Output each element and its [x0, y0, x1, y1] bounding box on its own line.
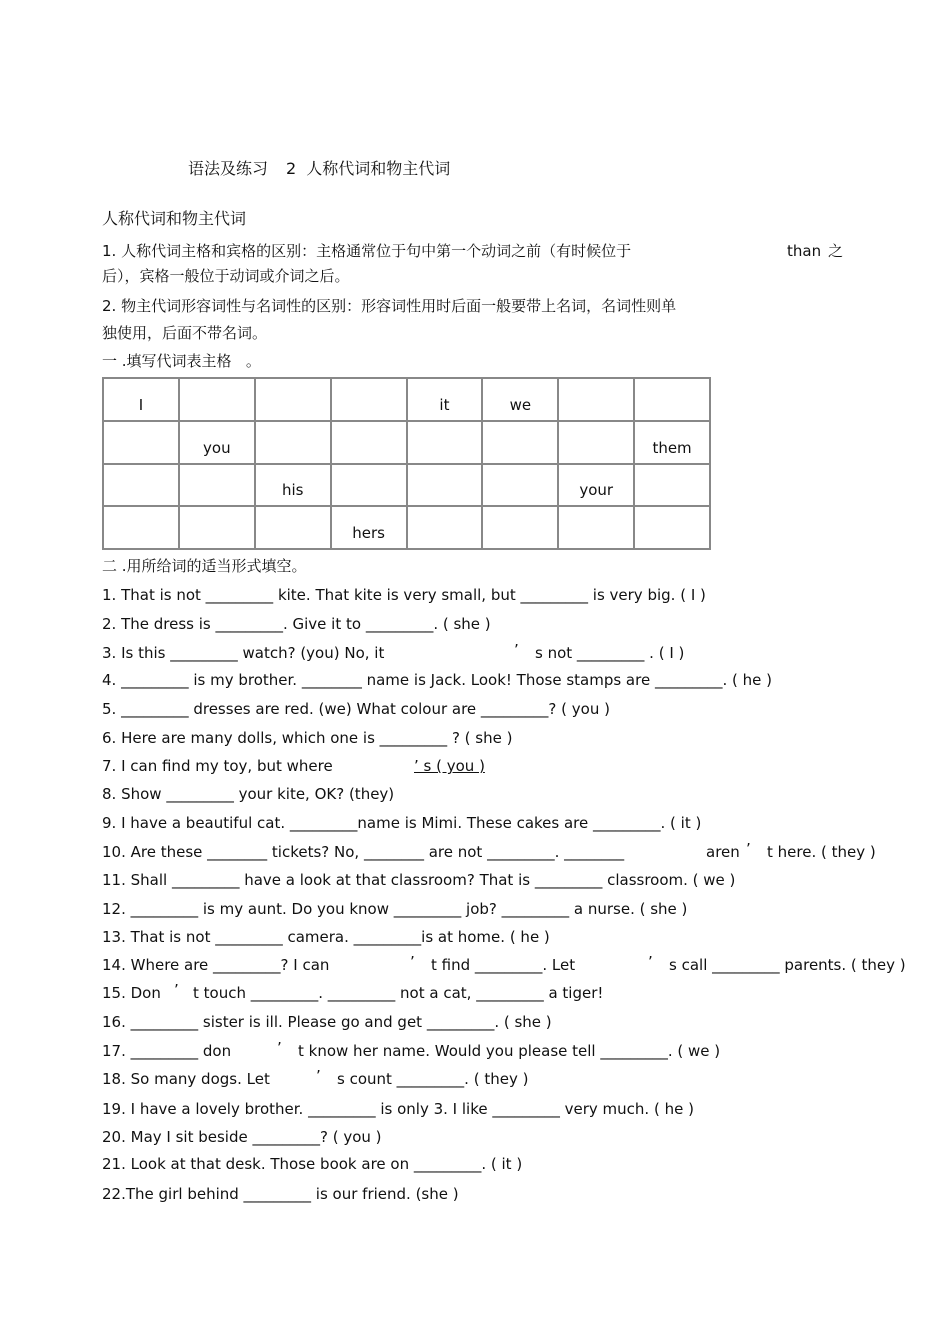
- exercise-17-apostrophe: ’: [277, 1039, 282, 1057]
- table-cell[interactable]: [483, 507, 557, 548]
- exercise-19: 19. I have a lovely brother. _________ is only 3. I like _________ very much. ( he ): [102, 1100, 694, 1118]
- table-cell[interactable]: [635, 507, 709, 548]
- note-2-line2: 独使用，后面不带名词。: [102, 324, 268, 342]
- table-cell[interactable]: [408, 465, 482, 506]
- table-cell[interactable]: [104, 507, 178, 548]
- exercise-20: 20. May I sit beside _________? ( you ): [102, 1128, 382, 1146]
- exercise-18-part2: s count _________. ( they ): [337, 1070, 529, 1088]
- exercise-16: 16. _________ sister is ill. Please go and get _________. ( she ): [102, 1013, 552, 1031]
- exercise-14-apostrophe-2: ’: [648, 953, 653, 971]
- exercise-7-part2: ’ s ( you ): [414, 757, 485, 775]
- note-1-than: than: [787, 242, 822, 260]
- exercise-10-part3: t here. ( they ): [767, 843, 876, 861]
- exercise-11: 11. Shall _________ have a look at that classroom? That is _________ classroom. ( we ): [102, 871, 736, 889]
- exercise-2: 2. The dress is _________. Give it to _________. ( she ): [102, 615, 491, 633]
- exercise-9: 9. I have a beautiful cat. _________name is Mimi. These cakes are _________. ( it ): [102, 814, 702, 832]
- table-cell[interactable]: [559, 379, 633, 420]
- table-cell[interactable]: [256, 379, 330, 420]
- title-part2: 人称代词和物主代词: [306, 159, 451, 178]
- note-2-line1: 2. 物主代词形容词性与名词性的区别：形容词性用时后面一般要带上名词，名词性则单: [102, 297, 677, 315]
- exercise-3-part2: s not _________ . ( I ): [535, 644, 685, 662]
- exercise-1: 1. That is not _________ kite. That kite is very small, but _________ is very big. ( I ): [102, 586, 706, 604]
- table-cell[interactable]: [635, 379, 709, 420]
- table-cell[interactable]: [408, 507, 482, 548]
- table-cell[interactable]: [559, 507, 633, 548]
- note-1-line2: 后），宾格一般位于动词或介词之后。: [102, 267, 350, 285]
- table-cell[interactable]: [408, 422, 482, 463]
- section-heading: 人称代词和物主代词: [102, 209, 247, 228]
- exercise-3-apostrophe: ’: [514, 641, 519, 659]
- exercise-10-part1: 10. Are these ________ tickets? No, ________ are not _________. ________: [102, 843, 625, 861]
- title-number: 2: [286, 159, 297, 178]
- note-1-line1: 1. 人称代词主格和宾格的区别：主格通常位于句中第一个动词之前（有时候位于: [102, 242, 632, 260]
- exercise-6: 6. Here are many dolls, which one is _________ ? ( she ): [102, 729, 513, 747]
- exercise-10-part2: aren: [706, 843, 740, 861]
- section-1-suffix: 。: [245, 352, 261, 370]
- table-cell[interactable]: [256, 507, 330, 548]
- table-cell[interactable]: [332, 465, 406, 506]
- exercise-12: 12. _________ is my aunt. Do you know _________ job? _________ a nurse. ( she ): [102, 900, 688, 918]
- table-cell[interactable]: it: [408, 379, 482, 420]
- table-cell[interactable]: [483, 465, 557, 506]
- section-2-label: 二 .用所给词的适当形式填空。: [102, 557, 307, 575]
- table-cell[interactable]: his: [256, 465, 330, 506]
- table-cell[interactable]: [104, 422, 178, 463]
- table-cell[interactable]: we: [483, 379, 557, 420]
- exercise-13: 13. That is not _________ camera. _________is at home. ( he ): [102, 928, 550, 946]
- exercise-17-part1: 17. _________ don: [102, 1042, 232, 1060]
- table-cell[interactable]: [332, 379, 406, 420]
- table-cell[interactable]: [180, 465, 254, 506]
- exercise-18-apostrophe: ’: [316, 1067, 321, 1085]
- section-1-label: [102, 351, 261, 371]
- table-cell[interactable]: [635, 465, 709, 506]
- table-cell[interactable]: [180, 507, 254, 548]
- exercise-18-part1: 18. So many dogs. Let: [102, 1070, 270, 1088]
- table-cell[interactable]: you: [180, 422, 254, 463]
- title-part1: 语法及练习: [188, 159, 269, 178]
- exercise-14-part3: s call _________ parents. ( they ): [669, 956, 906, 974]
- table-cell[interactable]: I: [104, 379, 178, 420]
- table-cell[interactable]: [332, 422, 406, 463]
- exercise-14-part1: 14. Where are _________? I can: [102, 956, 330, 974]
- exercise-15-part1: 15. Don: [102, 984, 161, 1002]
- exercise-10-apostrophe: ’: [746, 840, 751, 858]
- exercise-14-apostrophe-1: ’: [410, 953, 415, 971]
- table-cell[interactable]: [483, 422, 557, 463]
- exercise-8: 8. Show _________ your kite, OK? (they): [102, 785, 395, 803]
- exercise-21: 21. Look at that desk. Those book are on _________. ( it ): [102, 1155, 523, 1173]
- exercise-5: 5. _________ dresses are red. (we) What colour are _________? ( you ): [102, 700, 610, 718]
- section-1-text: 一 .填写代词表主格: [102, 352, 232, 370]
- exercise-17-part2: t know her name. Would you please tell _________. ( we ): [298, 1042, 721, 1060]
- exercise-14-part2: t find _________. Let: [431, 956, 576, 974]
- table-cell[interactable]: hers: [332, 507, 406, 548]
- pronoun-table: [102, 377, 711, 550]
- exercise-3-part1: 3. Is this _________ watch? (you) No, it: [102, 644, 385, 662]
- exercise-15-part2: t touch _________. _________ not a cat, _________ a tiger!: [193, 984, 604, 1002]
- note-1-end: 之: [828, 242, 844, 260]
- table-cell[interactable]: [256, 422, 330, 463]
- exercise-15-apostrophe: ’: [174, 981, 179, 999]
- table-cell[interactable]: them: [635, 422, 709, 463]
- table-cell[interactable]: your: [559, 465, 633, 506]
- table-cell[interactable]: [559, 422, 633, 463]
- page-title: [188, 159, 450, 179]
- exercise-4: 4. _________ is my brother. ________ name is Jack. Look! Those stamps are _________. ( he ): [102, 671, 772, 689]
- table-cell[interactable]: [104, 465, 178, 506]
- exercise-7-part1: 7. I can find my toy, but where: [102, 757, 333, 775]
- table-cell[interactable]: [180, 379, 254, 420]
- exercise-22: 22.The girl behind _________ is our friend. (she ): [102, 1185, 459, 1203]
